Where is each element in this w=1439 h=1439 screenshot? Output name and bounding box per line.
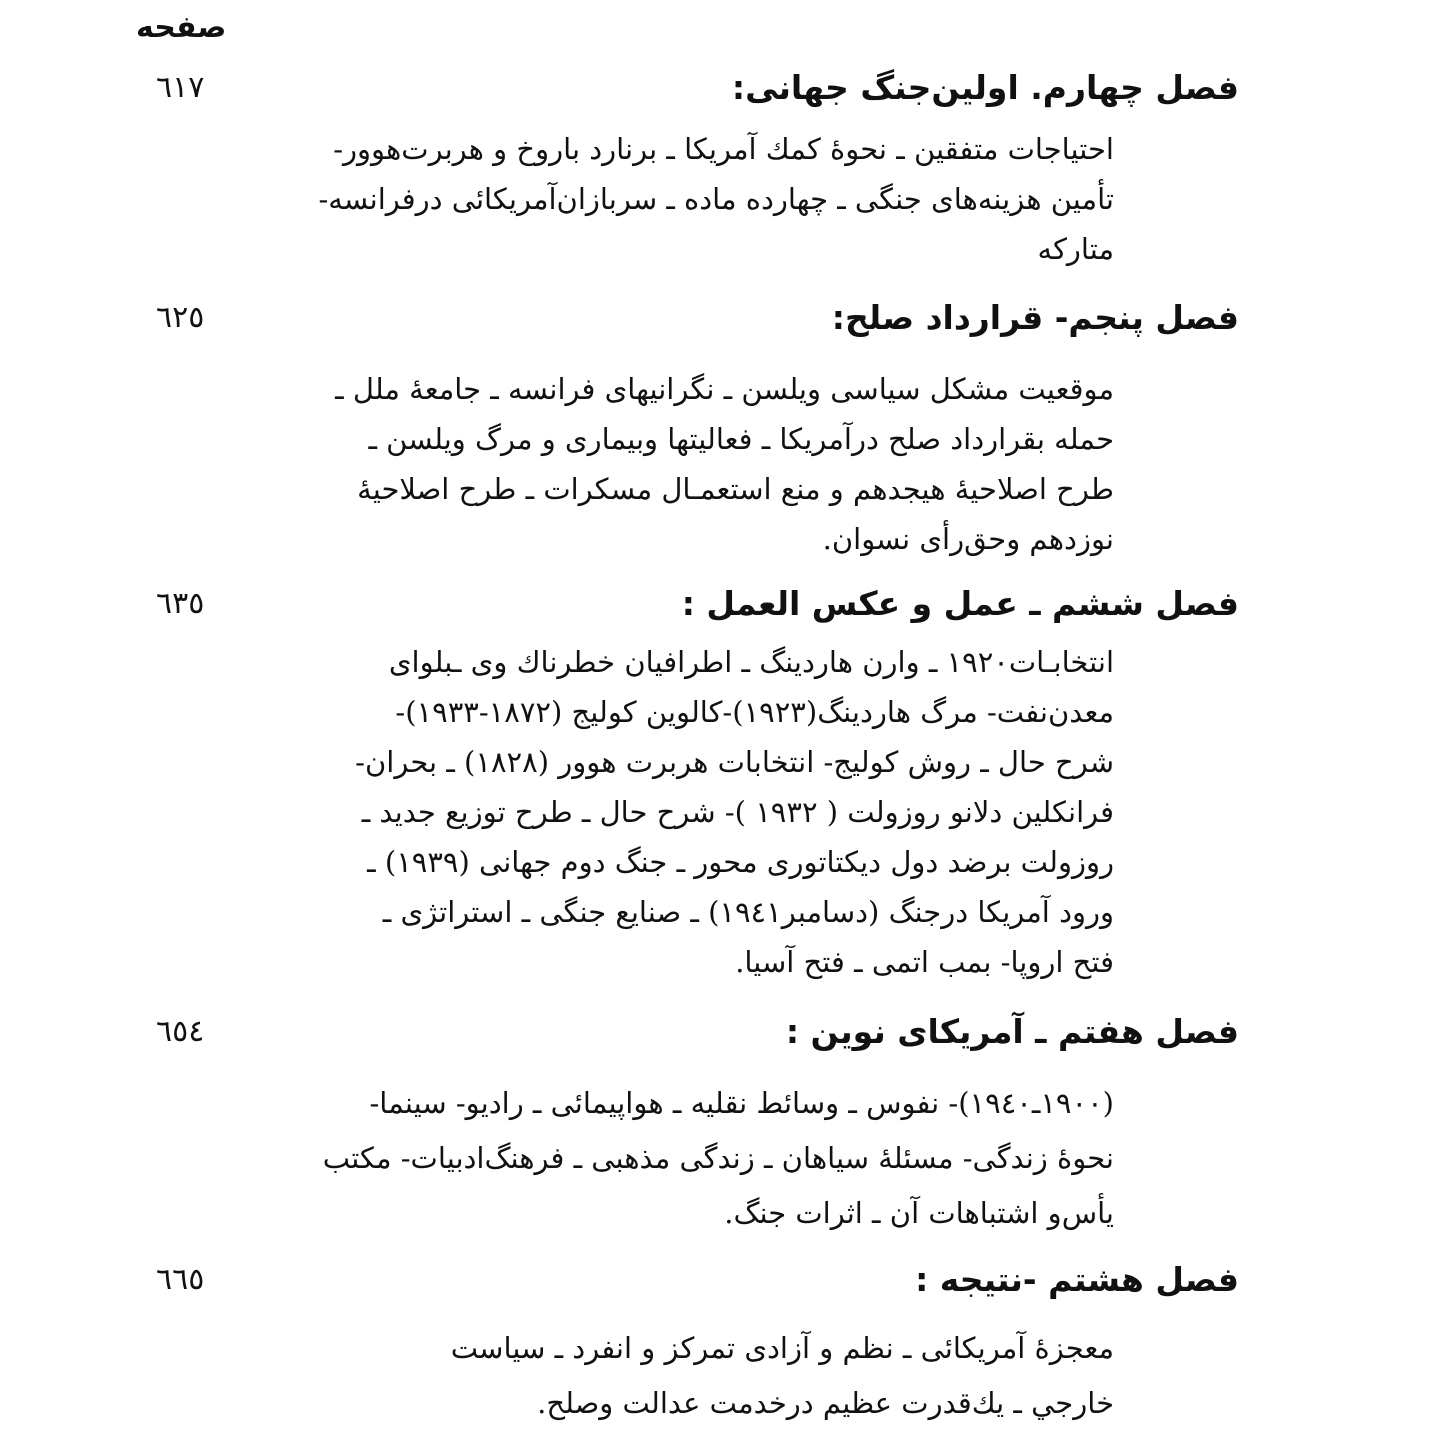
- chapter-description-line: ورود آمریکا درجنگ (دسامبر۱۹٤۱) ـ صنایع جنگی ـ استراتژی ـ: [382, 895, 1114, 929]
- chapter-description-line: (۱۹۰۰ـ۱۹٤۰)- نفوس ـ وسائط نقلیه ـ هواپیمائی ـ رادیو- سینما-: [369, 1086, 1114, 1120]
- chapter-description-line: حمله بقرارداد صلح درآمریکا ـ فعالیتها وبیماری و مرگ ویلسن ـ: [368, 422, 1114, 456]
- chapter-entry: [0, 66, 1439, 276]
- chapter-description-line: موقعیت مشکل سیاسی ویلسن ـ نگرانیهای فرانسه ـ جامعهٔ ملل ـ: [335, 372, 1114, 406]
- chapter-description-line: متارکه: [1037, 232, 1114, 266]
- chapter-description-line: فتح اروپا- بمب اتمی ـ فتح آسیا.: [735, 945, 1114, 979]
- chapter-entry: [0, 1010, 1439, 1240]
- chapter-description-line: احتیاجات متفقین ـ نحوهٔ کمك آمریکا ـ برنارد باروخ و هربرت‌هوور-: [333, 132, 1114, 166]
- chapter-description-line: تأمین هزینه‌های جنگی ـ چهارده ماده ـ سربازان‌آمریکائی درفرانسه-: [318, 182, 1114, 216]
- chapter-entry: [0, 582, 1439, 1002]
- chapter-page-number: ٦٥٤: [156, 1014, 205, 1049]
- chapter-description-line: طرح اصلاحیهٔ هیجدهم و منع استعمـال مسکرات ـ طرح اصلاحیهٔ: [357, 472, 1114, 506]
- chapter-description-line: روزولت برضد دول دیکتاتوری محور ـ جنگ دوم جهانی (۱۹۳۹) ـ: [367, 845, 1114, 879]
- chapter-description-line: نحوهٔ زندگی- مسئلهٔ سیاهان ـ زندگی مذهبی ـ فرهنگ‌ادبیات- مکتب: [322, 1141, 1114, 1175]
- chapter-title: فصل پنجم- قرارداد صلح:: [831, 298, 1239, 337]
- chapter-description-line: نوزدهم وحق‌رأی نسوان.: [822, 522, 1114, 556]
- chapter-page-number: ٦٢٥: [156, 300, 205, 335]
- chapter-description-line: معجزهٔ آمریکائی ـ نظم و آزادی تمرکز و انفرد ـ سیاست: [450, 1331, 1114, 1365]
- chapter-description-line: شرح حال ـ روش کولیج- انتخابات هربرت هوور (۱۸۲۸) ـ بحران-: [355, 745, 1114, 779]
- chapter-entry: [0, 296, 1439, 566]
- chapter-description-line: انتخابـات۱۹۲۰ ـ وارن هاردینگ ـ اطرافیان خطرناك وی ـبلوای: [388, 645, 1114, 679]
- chapter-title: فصل هشتم -نتیجه :: [915, 1260, 1239, 1299]
- chapter-description-line: خارجي ـ يك‌قدرت عظیم درخدمت عدالت وصلح.: [537, 1386, 1114, 1420]
- page-column-header: صفحه: [136, 10, 227, 45]
- chapter-title: فصل هفتم ـ آمریکای نوین :: [785, 1012, 1239, 1051]
- chapter-title: فصل ششم ـ عمل و عکس العمل :: [681, 584, 1239, 623]
- chapter-page-number: ٦١٧: [156, 70, 205, 105]
- chapter-page-number: ٦٦٥: [156, 1262, 205, 1297]
- chapter-description-line: معدن‌نفت- مرگ هاردینگ(۱۹۲۳)-کالوین کولیج (۱۸۷۲-۱۹۳۳)-: [395, 695, 1114, 729]
- chapter-entry: [0, 1258, 1439, 1428]
- chapter-description-line: یأس‌و اشتباهات آن ـ اثرات جنگ.: [724, 1196, 1114, 1230]
- chapter-description-line: فرانکلین دلانو روزولت ( ۱۹۳۲ )- شرح حال ـ طرح توزیع جدید ـ: [361, 795, 1114, 829]
- chapter-title: فصل چهارم. اولین‌جنگ جهانی:: [731, 68, 1239, 107]
- chapter-page-number: ٦٣٥: [156, 586, 205, 621]
